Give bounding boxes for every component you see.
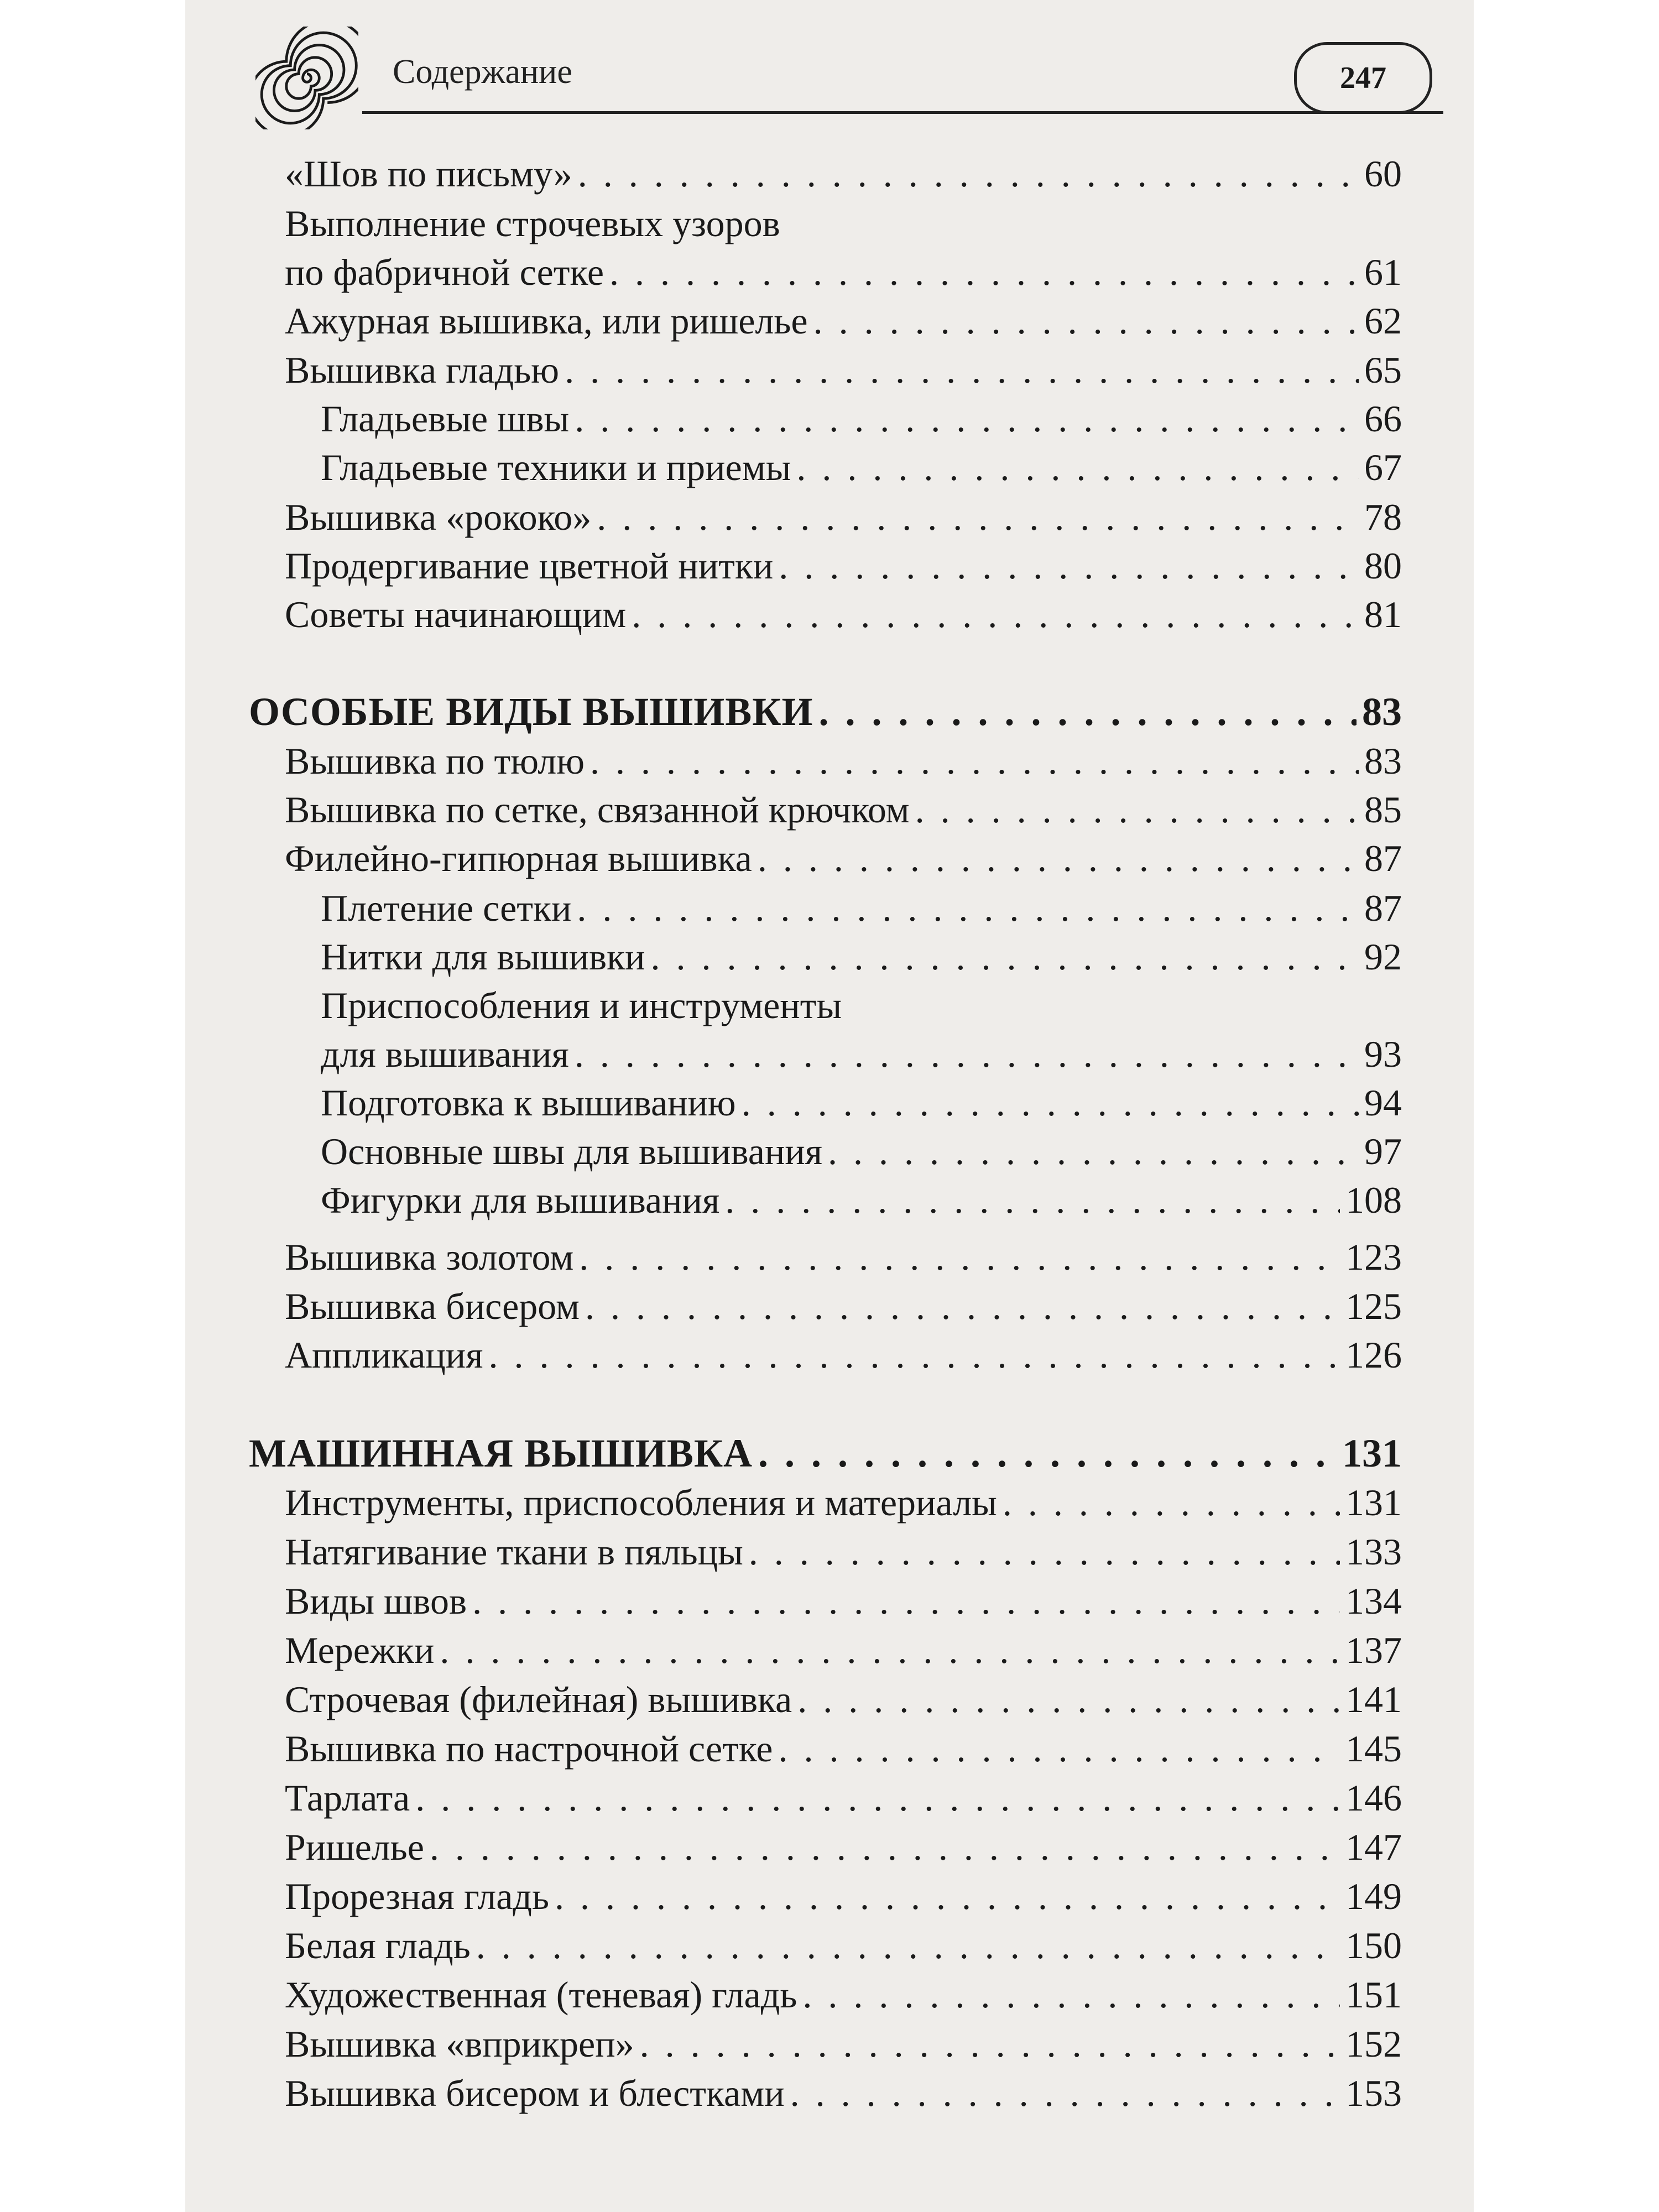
toc-entry: для вышивания . . . 93 (321, 1031, 1402, 1077)
toc-entry: Продергивание цветной нитки . . . 80 (285, 542, 1402, 589)
toc-entry: Вышивка золотом . . . 123 (285, 1234, 1402, 1280)
toc-entry: Выполнение строчевых узоров (285, 202, 780, 244)
running-header-title: Содержание (393, 53, 572, 91)
toc-entry: Подготовка к вышиванию . . . 94 (321, 1079, 1402, 1126)
toc-entry: Вышивка бисером . . . 125 (285, 1283, 1402, 1329)
toc-section-heading: ОСОБЫЕ ВИДЫ ВЫШИВКИ . . . 83 (249, 688, 1402, 735)
toc-entry: Белая гладь . . . 150 (285, 1922, 1402, 1969)
toc-entry: Гладьевые швы . . . 66 (321, 395, 1402, 442)
toc-entry: Строчевая (филейная) вышивка . . . 141 (285, 1676, 1402, 1723)
toc-entry: Художественная (теневая) гладь . . . 151 (285, 1971, 1402, 2018)
toc-entry: «Шов по письму» . . . 60 (285, 150, 1402, 197)
toc-entry: по фабричной сетке . . . 61 (285, 249, 1402, 295)
toc-entry: Тарлата . . . 146 (285, 1775, 1402, 1821)
toc-entry: Нитки для вышивки . . . 92 (321, 933, 1402, 980)
toc-entry: Вышивка бисером и блестками . . . 153 (285, 2070, 1402, 2116)
toc-entry: Вышивка «рококо» . . . 78 (285, 494, 1402, 540)
toc-entry: Филейно-гипюрная вышивка . . . 87 (285, 835, 1402, 881)
toc-entry: Вышивка «вприкреп» . . . 152 (285, 2021, 1402, 2067)
toc-entry: Прорезная гладь . . . 149 (285, 1873, 1402, 1919)
page-number: 247 (1294, 42, 1432, 114)
toc-entry: Натягивание ткани в пяльцы . . . 133 (285, 1528, 1402, 1575)
toc-entry: Фигурки для вышивания . . . 108 (321, 1177, 1402, 1223)
toc-entry: Мережки . . . 137 (285, 1627, 1402, 1673)
book-page (185, 0, 1474, 2212)
toc-entry: Вышивка гладью . . . 65 (285, 347, 1402, 393)
toc-entry: Виды швов . . . 134 (285, 1578, 1402, 1624)
toc-entry: Инструменты, приспособления и материалы . . . 131 (285, 1479, 1402, 1526)
toc-entry: Вышивка по настрочной сетке . . . 145 (285, 1725, 1402, 1772)
table-of-contents (185, 0, 1474, 2212)
toc-entry: Вышивка по сетке, связанной крючком . . . 85 (285, 786, 1402, 833)
toc-entry: Ажурная вышивка, или ришелье . . . 62 (285, 298, 1402, 344)
toc-entry: Вышивка по тюлю . . . 83 (285, 738, 1402, 784)
toc-entry: Гладьевые техники и приемы . . . 67 (321, 444, 1402, 491)
toc-entry: Советы начинающим . . . 81 (285, 591, 1402, 638)
toc-entry: Приспособления и инструменты (321, 984, 842, 1026)
toc-entry: Аппликация . . . 126 (285, 1332, 1402, 1378)
toc-entry: Плетение сетки . . . 87 (321, 885, 1402, 931)
toc-section-heading: МАШИННАЯ ВЫШИВКА . . . 131 (249, 1430, 1402, 1477)
toc-entry: Ришелье . . . 147 (285, 1824, 1402, 1870)
toc-entry: Основные швы для вышивания . . . 97 (321, 1128, 1402, 1175)
